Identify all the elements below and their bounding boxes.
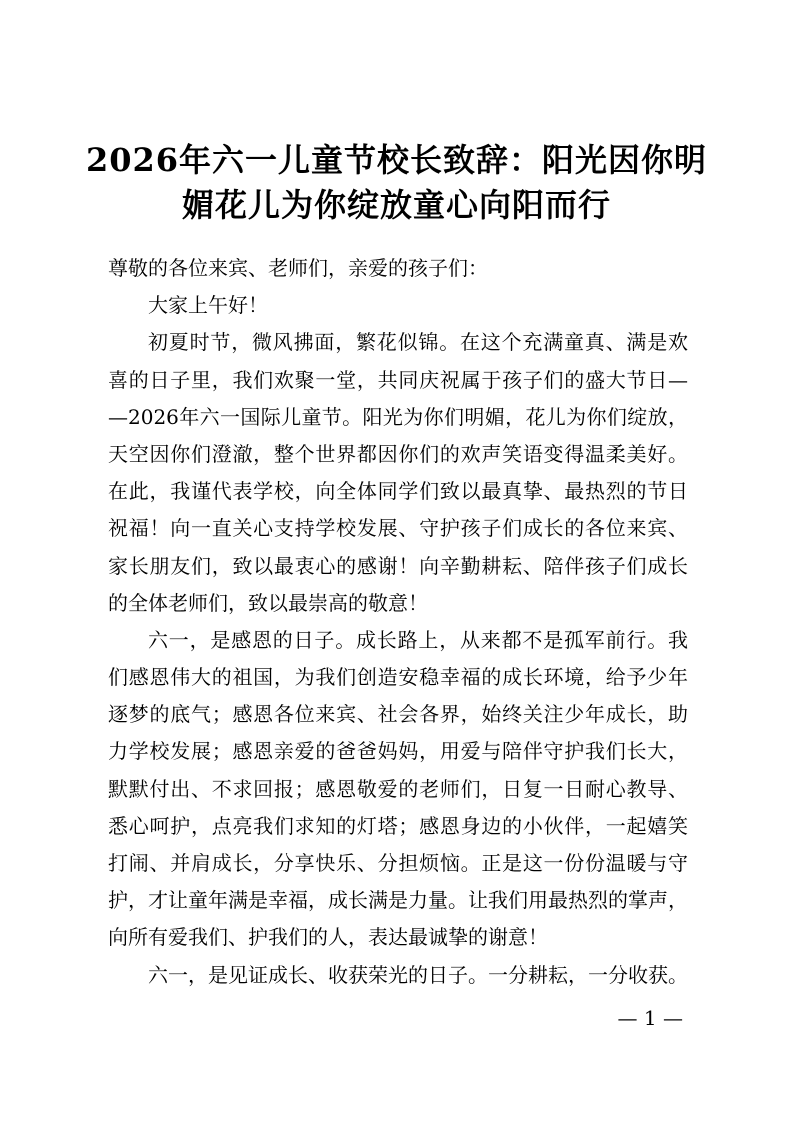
paragraph-line: 六一，是见证成长、收获荣光的日子。一分耕耘，一分收获。: [148, 962, 688, 987]
paragraph-line: 祝福！向一直关心支持学校发展、守护孩子们成长的各位来宾、: [108, 516, 688, 541]
paragraph-line: 打闹、并肩成长，分享快乐、分担烦恼。正是这一份份温暖与守: [108, 851, 688, 875]
paragraph-line: 向所有爱我们、护我们的人，表达最诚挚的谢意！: [108, 925, 548, 950]
paragraph: [108, 250, 688, 287]
page-number: — 1 —: [617, 1006, 683, 1030]
title-line-2: 媚花儿为你绽放童心向阳而行: [181, 186, 611, 224]
paragraph-line: 天空因你们澄澈，整个世界都因你们的欢声笑语变得温柔美好。: [108, 441, 688, 466]
paragraph: [108, 324, 688, 622]
paragraph: [108, 622, 688, 957]
paragraph-line: 悉心呵护，点亮我们求知的灯塔；感恩身边的小伙伴，一起嬉笑: [108, 813, 688, 838]
paragraph-line: 默默付出、不求回报；感恩敬爱的老师们，日复一日耐心教导、: [108, 776, 688, 801]
paragraph-line: 大家上午好！: [148, 293, 268, 318]
paragraph: [108, 957, 688, 994]
paragraph-line: 六一，是感恩的日子。成长路上，从来都不是孤军前行。我: [148, 627, 688, 652]
paragraph-line: 喜的日子里，我们欢聚一堂，共同庆祝属于孩子们的盛大节日—: [108, 367, 688, 392]
paragraph: [108, 287, 688, 324]
paragraph-line: 尊敬的各位来宾、老师们，亲爱的孩子们：: [108, 256, 488, 280]
document-body: [108, 250, 688, 994]
title-line-1: 2026年六一儿童节校长致辞：阳光因你明: [85, 141, 708, 179]
paragraph-line: 家长朋友们，致以最衷心的感谢！向辛勤耕耘、陪伴孩子们成长: [108, 553, 688, 578]
paragraph-line: 逐梦的底气；感恩各位来宾、社会各界，始终关注少年成长，助: [108, 702, 688, 727]
document-title: [60, 138, 733, 228]
paragraph-line: —2026年六一国际儿童节。阳光为你们明媚，花儿为你们绽放，: [108, 404, 688, 429]
paragraph-line: 力学校发展；感恩亲爱的爸爸妈妈，用爱与陪伴守护我们长大，: [108, 739, 688, 764]
paragraph-line: 初夏时节，微风拂面，繁花似锦。在这个充满童真、满是欢: [148, 330, 688, 355]
paragraph-line: 在此，我谨代表学校，向全体同学们致以最真挚、最热烈的节日: [108, 479, 688, 504]
paragraph-line: 护，才让童年满是幸福，成长满是力量。让我们用最热烈的掌声，: [108, 888, 688, 913]
paragraph-line: 的全体老师们，致以最崇高的敬意！: [108, 590, 428, 615]
paragraph-line: 们感恩伟大的祖国，为我们创造安稳幸福的成长环境，给予少年: [108, 665, 688, 690]
